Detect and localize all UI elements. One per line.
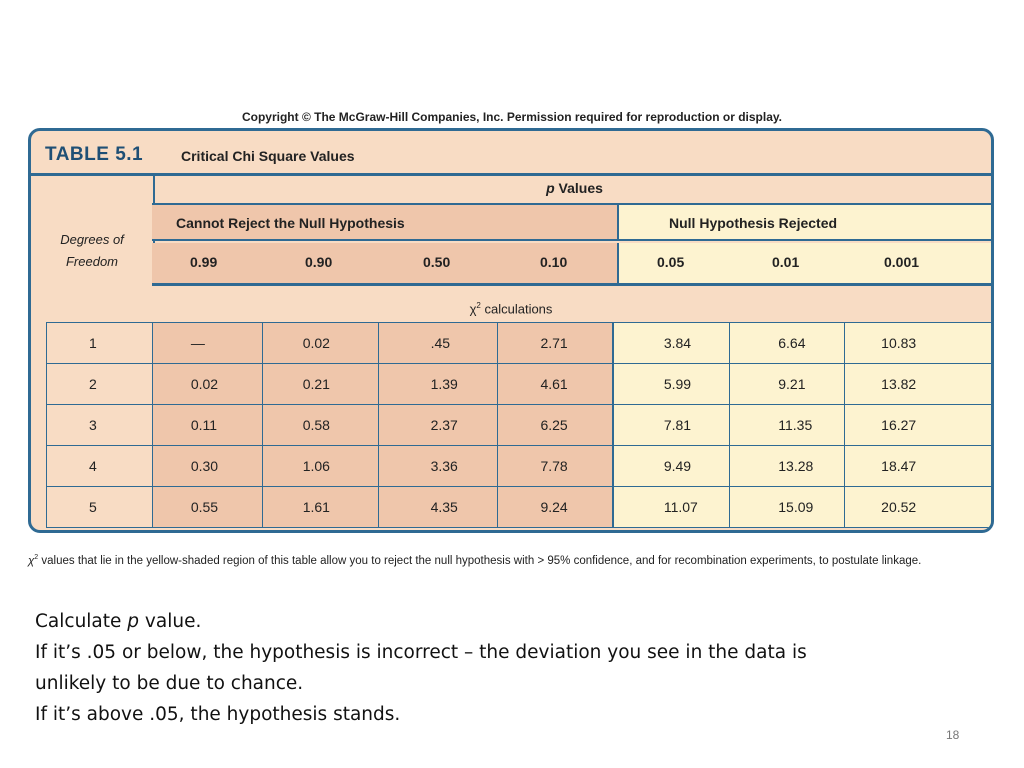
body-line-1-post: value. — [139, 611, 202, 632]
body-line-1-pre: Calculate — [35, 611, 128, 632]
chi-value-cell: 11.35 — [730, 405, 845, 446]
chi-exponent: 2 — [476, 301, 481, 310]
chi-value-cell: 1.39 — [378, 364, 498, 405]
chi-value-cell: — — [152, 323, 262, 364]
footnote-chi-symbol: χ — [28, 554, 35, 567]
chi-value-cell: 0.30 — [152, 446, 262, 487]
chi-label: calculations — [484, 301, 553, 317]
chi-value-cell: 3.84 — [613, 323, 730, 364]
chi-symbol: χ — [469, 301, 477, 317]
chi-value-cell: 0.02 — [152, 364, 262, 405]
table-row — [47, 323, 995, 364]
chi-value-cell: 0.02 — [262, 323, 378, 364]
dof-cell: 5 — [47, 487, 153, 528]
body-line-3: unlikely to be due to chance. — [35, 673, 304, 694]
chi-value-cell: .45 — [378, 323, 498, 364]
table-number: TABLE 5.1 — [45, 144, 144, 165]
copyright-notice — [0, 110, 1024, 124]
chi-value-cell: 18.47 — [845, 446, 994, 487]
chi-value-cell: 0.55 — [152, 487, 262, 528]
table-row — [47, 487, 995, 528]
chi-value-cell: 2.37 — [378, 405, 498, 446]
chi-value-cell: 9.21 — [730, 364, 845, 405]
chi-value-cell: 9.24 — [498, 487, 613, 528]
chi-value-cell: 20.52 — [845, 487, 994, 528]
body-line-2: If it’s .05 or below, the hypothesis is incorrect – the deviation you see in the data is — [35, 642, 807, 663]
chi-value-cell: 15.09 — [730, 487, 845, 528]
copyright-text: Copyright © The McGraw-Hill Companies, Inc. Permission required for reproduction or display. — [241, 110, 783, 124]
p-col-4: 0.05 — [657, 254, 685, 270]
p-col-2: 0.50 — [423, 254, 451, 270]
chi-value-cell: 4.61 — [498, 364, 613, 405]
chi-value-cell: 2.71 — [498, 323, 613, 364]
null-rejected-header: Null Hypothesis Rejected — [617, 205, 994, 241]
dof-cell: 2 — [47, 364, 153, 405]
chi-value-cell: 13.82 — [845, 364, 994, 405]
chi-value-cell: 16.27 — [845, 405, 994, 446]
body-line-1 — [35, 606, 807, 637]
chi-value-cell: 0.21 — [262, 364, 378, 405]
table-title-row — [31, 131, 991, 176]
chi-value-cell: 7.78 — [498, 446, 613, 487]
chi-value-cell: 10.83 — [845, 323, 994, 364]
chi-value-cell: 4.35 — [378, 487, 498, 528]
chi-value-cell: 3.36 — [378, 446, 498, 487]
body-line-1-p: p — [127, 611, 140, 632]
p-col-3: 0.10 — [540, 254, 568, 270]
chi-value-cell: 1.06 — [262, 446, 378, 487]
table-footnote — [28, 554, 921, 567]
chi-calculations-label — [31, 286, 991, 320]
chi-value-cell: 0.58 — [262, 405, 378, 446]
page-number: 18 — [946, 728, 960, 742]
chi-value-cell: 5.99 — [613, 364, 730, 405]
dof-cell: 1 — [47, 323, 153, 364]
chi-value-cell: 11.07 — [613, 487, 730, 528]
dof-cell: 3 — [47, 405, 153, 446]
table-row — [47, 446, 995, 487]
dof-line-2: Freedom — [65, 254, 119, 269]
chi-square-table — [28, 128, 994, 533]
dof-cell: 4 — [47, 446, 153, 487]
footnote-exponent: 2 — [34, 554, 39, 561]
chi-value-cell: 0.11 — [152, 405, 262, 446]
p-col-0: 0.99 — [190, 254, 218, 270]
table-row — [47, 405, 995, 446]
p-col-5: 0.01 — [772, 254, 800, 270]
chi-value-cell: 9.49 — [613, 446, 730, 487]
cannot-reject-header: Cannot Reject the Null Hypothesis — [152, 205, 617, 241]
footnote-text: values that lie in the yellow-shaded region of this table allow you to reject the null hypothesis with > 95% confidence, and for recombination experiments, to postulate linkage. — [38, 554, 922, 567]
p-col-6: 0.001 — [884, 254, 920, 270]
table-row — [47, 364, 995, 405]
chi-value-cell: 6.64 — [730, 323, 845, 364]
body-line-4: If it’s above .05, the hypothesis stands. — [35, 704, 401, 725]
chi-value-cell: 6.25 — [498, 405, 613, 446]
table-title: Critical Chi Square Values — [181, 148, 355, 164]
dof-line-1: Degrees of — [60, 232, 124, 247]
p-values-label: Values — [558, 180, 603, 196]
p-symbol: p — [546, 180, 555, 196]
chi-value-cell: 13.28 — [730, 446, 845, 487]
p-col-1: 0.90 — [305, 254, 333, 270]
degrees-of-freedom-label — [31, 229, 153, 273]
chi-value-cell: 1.61 — [262, 487, 378, 528]
p-values-header — [152, 173, 994, 205]
chi-value-cell: 7.81 — [613, 405, 730, 446]
chi-values-grid — [46, 322, 994, 528]
slide-body-text — [35, 606, 807, 730]
